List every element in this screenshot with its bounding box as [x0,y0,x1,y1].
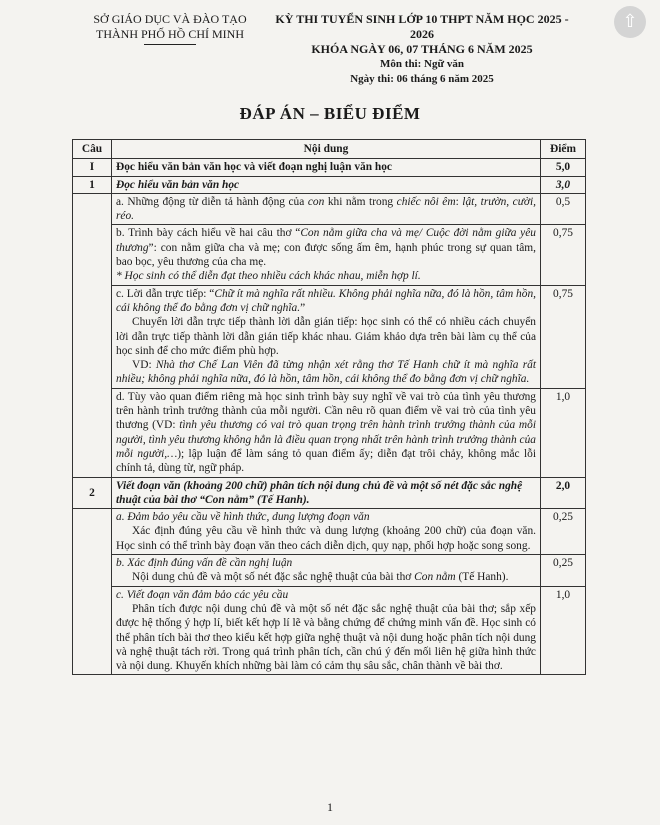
row-number: 2 [73,477,112,509]
item-c-paragraph: Chuyển lời dẫn trực tiếp thành lời dẫn gián tiếp: học sinh có thể có nhiều cách chuyển lời dẫn trực tiếp thành lời dẫn gián tiếp khác nhau. Giám khảo dựa trên bài làm cụ thể của học sinh để cho mức điểm phù hợp. [116,316,536,357]
exam-subject: Môn thi: Ngữ văn [380,58,464,70]
exam-line-1: KỲ THI TUYỂN SINH LỚP 10 THPT NĂM HỌC 2025 - 2026 [275,12,569,41]
item-b-score: 0,75 [541,225,586,285]
item-f-content: b. Xác định đúng vấn đề cần nghị luận Nội dung chủ đề và một số nét đặc sắc nghệ thuật của bài thơ Con nằm (Tế Hanh). [112,555,541,587]
share-icon[interactable]: ⇧ [614,6,646,38]
header-question: Câu [73,140,112,159]
row-number: 1 [73,176,112,193]
header-score: Điểm [541,140,586,159]
item-a-content: a. Những động từ diễn tả hành động của con khi nằm trong chiếc nôi êm: lật, trườn, cười, réo. [112,193,541,225]
row-content: Đọc hiểu văn bản văn học và viết đoạn nghị luận văn học [112,159,541,176]
table-row [73,159,586,176]
item-f-heading: b. Xác định đúng vấn đề cần nghị luận [116,557,293,570]
item-c-score: 0,75 [541,285,586,388]
item-e-paragraph: Xác định đúng yêu cầu về hình thức và dung lượng (khoảng 200 chữ) của đoạn văn. Học sinh có thể trình bày đoạn văn theo cách diễn dịch, quy nạp, phối hợp hoặc song song. [116,525,536,552]
header-exam [262,12,582,87]
row-score: 3,0 [541,176,586,193]
table-row [73,509,586,555]
item-f-score: 0,25 [541,555,586,587]
item-d-score: 1,0 [541,388,586,477]
table-header-row [73,140,586,159]
item-a-score: 0,5 [541,193,586,225]
item-c-content: c. Lời dẫn trực tiếp: “Chữ ít mà nghĩa rất nhiều. Không phải nghĩa nữa, đó là hồn, tâm hồn, cái không thể đo bằng đơn vị chữ nghĩa.” Chuyển lời dẫn trực tiếp thành lời dẫn gián tiếp: học sinh có thể có nhiều cách chuyển lời dẫn trực tiếp thành lời dẫn gián tiếp khác nhau. Giám khảo dựa trên bài làm cụ thể của học sinh để cho mức điểm phù hợp. VD: Nhà thơ Chế Lan Viên đã từng nhận xét rằng thơ Tế Hanh chữ ít mà nghĩa rất nhiều; không phải nghĩa nữa, đó là hồn, tâm hồn, cái không thể đo bằng đơn vị chữ nghĩa. [112,285,541,388]
dept-line-2: THÀNH PHỐ HỒ CHÍ MINH [96,27,244,41]
table-row [73,225,586,285]
header-content: Nội dung [112,140,541,159]
item-g-heading: c. Viết đoạn văn đảm bảo các yêu cầu [116,588,289,601]
exam-line-2: KHÓA NGÀY 06, 07 THÁNG 6 NĂM 2025 [311,42,533,56]
row-number-empty [73,193,112,477]
table-row [73,555,586,587]
item-e-content [112,509,541,555]
item-b-content: b. Trình bày cách hiểu về hai câu thơ “Con nằm giữa cha và mẹ/ Cuộc đời nằm giữa yêu thương”: con nằm giữa cha và mẹ; con được sống ấm êm, hạnh phúc trong sự quan tâm, bao bọc, yêu thương của cha mẹ. * Học sinh có thể diễn đạt theo nhiều cách khác nhau, miễn hợp lí. [112,225,541,285]
page-number: 1 [327,800,333,814]
header-rule [144,44,196,45]
row-content: Đọc hiểu văn bản văn học [112,176,541,193]
table-row [73,193,586,225]
row-content: Viết đoạn văn (khoảng 200 chữ) phân tích nội dung chủ đề và một số nét đặc sắc nghệ thuật của bài thơ “Con nằm” (Tế Hanh). [112,477,541,509]
page-title: ĐÁP ÁN – BIỂU ĐIỂM [239,104,421,123]
header-department [60,12,280,45]
item-e-heading: a. Đảm bảo yêu cầu về hình thức, dung lượng đoạn văn [116,511,370,524]
row-score: 2,0 [541,477,586,509]
row-number-empty [73,509,112,675]
row-number: I [73,159,112,176]
item-g-content [112,586,541,675]
item-b-note: * Học sinh có thể diễn đạt theo nhiều cách khác nhau, miễn hợp lí. [116,270,421,283]
row-score: 5,0 [541,159,586,176]
item-d-content: d. Tùy vào quan điểm riêng mà học sinh trình bày suy nghĩ về vai trò của tình yêu thương trên hành trình trưởng thành của mỗi người. Cần nêu rõ quan điểm về vai trò của tình yêu thương (VD: tình yêu thương có vai trò quan trọng trên hành trình trưởng thành của mỗi người, tình yêu thương không hẳn là điều quan trọng nhất trên hành trình trưởng thành của mỗi người,…); lập luận để làm sáng tỏ quan điểm ấy; diễn đạt trôi chảy, không mắc lỗi chính tả, dùng từ, ngữ pháp. [112,388,541,477]
table-row [73,477,586,509]
item-e-score: 0,25 [541,509,586,555]
dept-line-1: SỞ GIÁO DỤC VÀ ĐÀO TẠO [93,12,247,26]
answer-table [72,139,586,675]
item-g-score: 1,0 [541,586,586,675]
table-row [73,586,586,675]
exam-date: Ngày thi: 06 tháng 6 năm 2025 [350,73,494,85]
table-row [73,176,586,193]
table-row [73,388,586,477]
table-row [73,285,586,388]
item-g-paragraph: Phân tích được nội dung chủ đề và một số nét đặc sắc nghệ thuật của bài thơ; sắp xếp được hệ thống ý hợp lí, biết kết hợp lí lẽ và bằng chứng để chứng minh vấn đề. Học sinh có thể phân tích bài thơ theo kiểu kết hợp giữa nghệ thuật và nội dung hoặc phân tích nội dung và nghệ thuật tách rời. Trong quá trình phân tích, cần chú ý đến mối liên hệ giữa hình thức và nội dung. Khuyến khích những bài làm có cảm thụ sâu sắc, chân thành về bài thơ. [116,602,536,673]
